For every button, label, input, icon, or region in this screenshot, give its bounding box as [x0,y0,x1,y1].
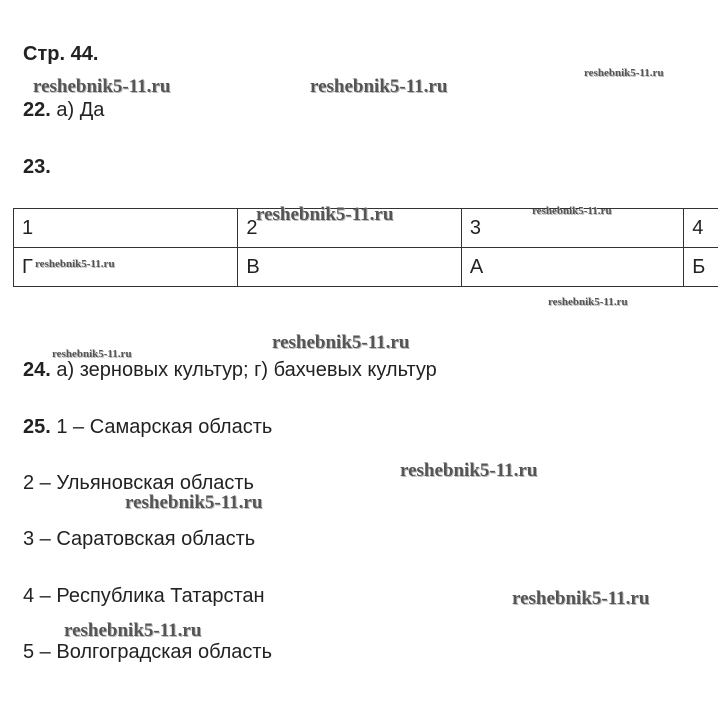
watermark: reshebnik5-11.ru [52,348,132,360]
q23-number: 23. [23,156,51,178]
watermark: reshebnik5-11.ru [272,332,410,353]
q25-item: 3 – Саратовская область [23,528,256,550]
table-cell: А [461,248,683,287]
q25-line [23,415,272,439]
table-cell: 4 [684,209,718,248]
table-cell: 3 [461,209,683,248]
q25-number: 25. [23,416,51,438]
watermark: reshebnik5-11.ru [532,205,612,217]
table-cell: 1 [14,209,238,248]
q24-answer: а) зерновых культур; г) бахчевых культур [56,359,437,381]
watermark: reshebnik5-11.ru [310,76,448,97]
watermark: reshebnik5-11.ru [548,296,628,308]
watermark: reshebnik5-11.ru [256,204,394,225]
watermark: reshebnik5-11.ru [33,76,171,97]
q22-answer: а) Да [56,99,105,121]
q25-item: 1 – Самарская область [56,416,273,438]
watermark: reshebnik5-11.ru [125,492,263,513]
table-answer-row [14,248,718,287]
q24-line [23,358,437,382]
watermark: reshebnik5-11.ru [584,67,664,79]
q24-number: 24. [23,359,51,381]
watermark: reshebnik5-11.ru [35,258,115,270]
table-cell: Б [684,248,718,287]
q22-number: 22. [23,99,51,121]
q25-item: 4 – Республика Татарстан [23,585,265,607]
q25-item: 5 – Волгоградская область [23,641,272,663]
table-cell: В [238,248,461,287]
q22-line [23,98,104,122]
q25-item: 2 – Ульяновская область [23,472,254,494]
table-cell: Г [14,248,238,287]
table-cell: 2 [238,209,461,248]
watermark: reshebnik5-11.ru [64,620,202,641]
page-label: Стр. 44. [23,43,99,65]
watermark: reshebnik5-11.ru [400,460,538,481]
watermark: reshebnik5-11.ru [512,588,650,609]
